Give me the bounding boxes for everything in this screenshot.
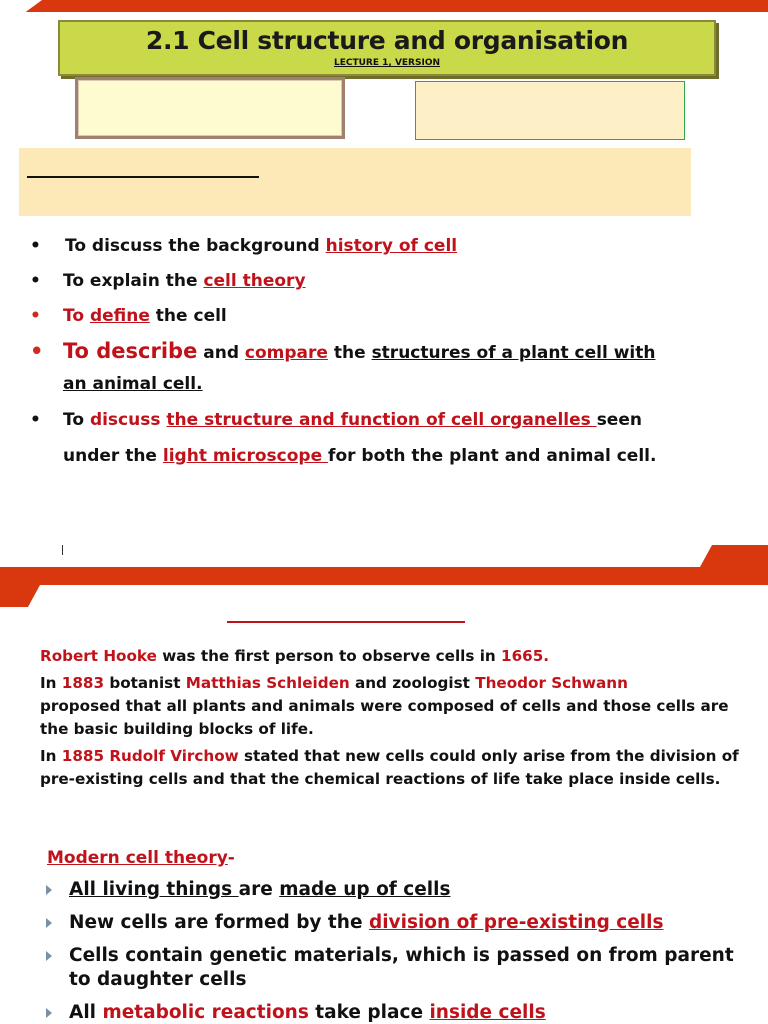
objective-text: seen [596,410,642,430]
history-paragraph [40,745,740,791]
bullet-dot: • [30,271,41,291]
theory-item [46,1001,746,1024]
schwann-name: Theodor Schwann [475,674,628,692]
objective-text: and [197,343,245,363]
objective-text: the cell [149,306,227,326]
virchow-name: 1885 Rudolf Virchow [61,747,239,765]
objective-text: structures of a plant cell with [371,343,656,363]
top-accent-band [0,0,768,12]
robert-hooke-name: Robert Hooke [40,647,157,665]
history-text-run: botanist [104,674,186,692]
modern-theory-list [46,878,746,1024]
objective-item [30,410,750,430]
objectives-list [30,236,750,466]
objective-text: for both the plant and animal cell. [328,446,657,466]
history-text-run: proposed that all plants and animals were composed of cells and those cells are the basic building blocks of life. [40,697,729,738]
year-1665: 1665. [501,647,550,665]
discuss-keyword: discuss [89,410,161,430]
light-microscope-link[interactable]: light microscope [162,446,329,466]
describe-keyword: To describe [63,339,198,363]
bullet-dot: • [30,410,41,430]
theory-text: All [69,1002,103,1023]
bullet-dot: • [30,306,41,326]
objective-continuation: an animal cell. [63,374,203,394]
history-text [40,645,740,795]
arrow-bullet-icon [46,951,52,961]
objective-text: To [63,306,85,326]
history-text-run: and zoologist [349,674,476,692]
metabolic-keyword: metabolic reactions [102,1002,309,1023]
theory-item [46,911,746,935]
objective-item [30,236,750,256]
objective-text: the [327,343,372,363]
top-band-notch [0,0,42,24]
theory-item [46,944,746,992]
inside-cells-keyword: inside cells [429,1002,546,1023]
theory-text: are [238,879,280,900]
objective-item [30,271,750,291]
compare-keyword: compare [244,343,328,363]
theory-text: All living things [69,879,239,900]
history-text-run: was the first person to observe cells in [156,647,501,665]
history-text-run: stated that new cells could only arise from the division of pre-existing cells and that the chemical reactions of life take place inside cells. [40,747,739,788]
lecture-subtitle: LECTURE 1, VERSION [333,58,441,68]
history-of-cell-link[interactable]: history of cell [325,236,458,256]
history-text-run: In [40,747,62,765]
history-heading-underline [227,621,465,623]
define-keyword: define [89,306,150,326]
bullet-dot: • [30,236,41,256]
objective-text: To discuss the background [65,236,326,256]
arrow-bullet-icon [46,918,52,928]
arrow-bullet-icon [46,1008,52,1018]
mid-accent-band [0,545,768,607]
mid-band-shape [0,545,768,607]
objective-text: To explain the [63,271,204,291]
schleiden-name: Matthias Schleiden [185,674,350,692]
year-1883: 1883 [61,674,105,692]
modern-theory-heading [47,848,235,868]
objectives-heading-bar [19,148,691,216]
objective-text: To [63,410,90,430]
division-keyword: division of pre-existing cells [368,912,664,933]
organelles-link[interactable]: the structure and function of cell organelles [166,410,597,430]
theory-text: take place [308,1002,430,1023]
history-paragraph [40,645,740,668]
cell-theory-link[interactable]: cell theory [203,271,306,291]
objective-item [30,339,750,363]
title-banner [58,20,716,76]
modern-theory-dash: - [227,848,235,868]
objectives-heading-underline [27,176,259,178]
arrow-bullet-icon [46,885,52,895]
history-paragraph [40,672,740,741]
objective-continuation [30,446,750,466]
objective-text: under the [63,446,163,466]
theory-item [46,878,746,902]
blank-box-left [75,77,345,139]
page-title: 2.1 Cell structure and organisation [145,26,629,55]
bullet-dot: • [30,339,44,363]
objective-item [30,306,750,326]
theory-text: made up of cells [279,879,451,900]
history-text-run: In [40,674,62,692]
blank-box-right [415,81,685,140]
theory-text: Cells contain genetic materials, which is passed on from parent to daughter cells [69,945,734,990]
modern-theory-title: Modern cell theory [47,848,228,868]
theory-text: New cells are formed by the [69,912,369,933]
